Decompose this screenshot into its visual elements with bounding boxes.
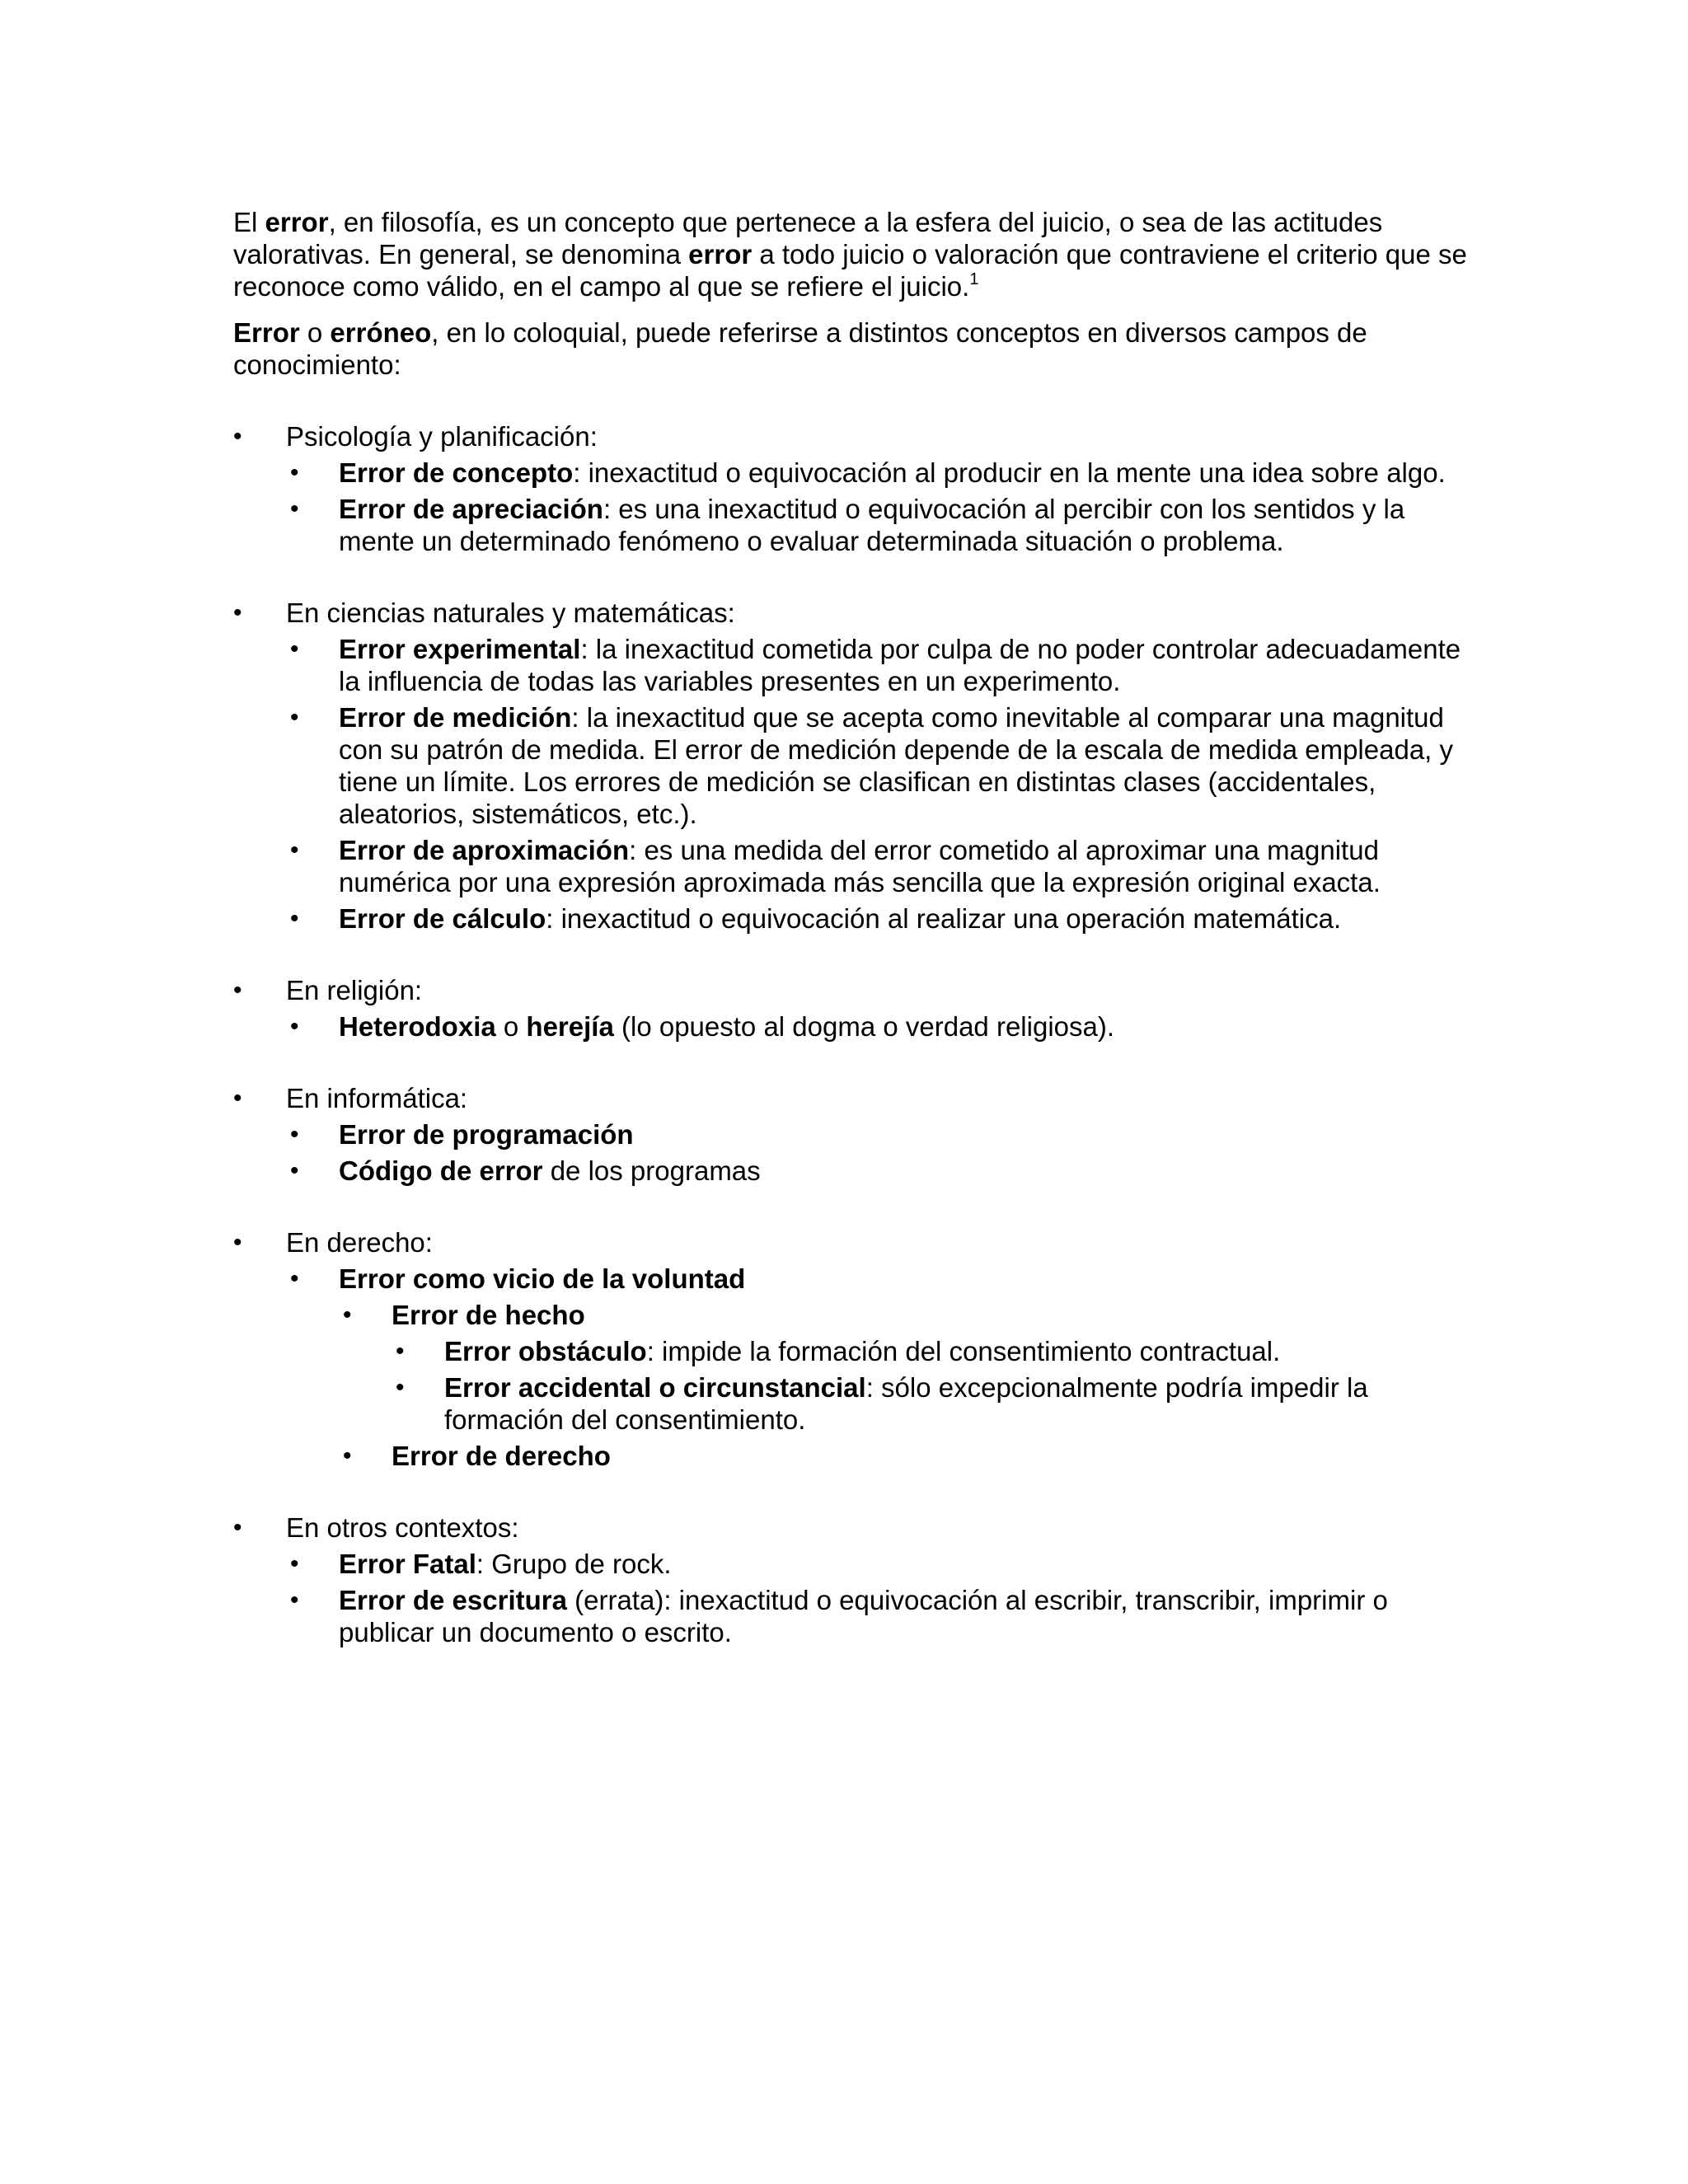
- bullet-icon: •: [290, 837, 299, 864]
- text-run: : es una inexactitud o equivocación al percibir con los sentidos y la mente un determinado fenómeno o evaluar determinada situación o problema.: [339, 494, 1405, 556]
- text-run: , en filosofía, es un concepto que pertenece a la esfera del juicio, o sea de las actitudes valorativas. En general, se denomina: [233, 207, 1383, 269]
- text-run: : impide la formación del consentimiento contractual.: [646, 1336, 1281, 1366]
- section-informatica: [233, 1082, 1470, 1187]
- item-text: [339, 1584, 1470, 1648]
- text-run: : Grupo de rock.: [476, 1549, 672, 1579]
- item-text: [444, 1335, 1470, 1367]
- bullet-icon: •: [290, 1265, 299, 1292]
- sub-sub-sub-list: [392, 1335, 1470, 1436]
- item-text: [339, 834, 1470, 898]
- document-body: [233, 206, 1470, 1648]
- bold-term: Error de programación: [339, 1119, 634, 1150]
- bullet-icon: •: [396, 1374, 405, 1401]
- bold-term: Error de cálculo: [339, 903, 546, 934]
- sub-list: [286, 1263, 1470, 1472]
- section-religion: [233, 974, 1470, 1043]
- list-item: [286, 1263, 1470, 1472]
- list-item: [286, 1548, 1470, 1580]
- list-item: [286, 1118, 1470, 1151]
- bold-term: Error Fatal: [339, 1549, 476, 1579]
- section-ciencias: [233, 597, 1470, 935]
- bold-term: error: [688, 239, 753, 269]
- item-text: [339, 633, 1470, 697]
- text-run: : inexactitud o equivocación al producir en la mente una idea sobre algo.: [573, 457, 1446, 488]
- text-run: o: [299, 317, 331, 348]
- bold-term: Error accidental o circunstancial: [444, 1372, 866, 1403]
- item-text: [339, 1263, 1470, 1295]
- text-run: (errata): inexactitud o equivocación al escribir, transcribir, imprimir o publicar un documento o escrito.: [339, 1585, 1388, 1647]
- text-run: : sólo excepcionalmente podría impedir la formación del consentimiento.: [444, 1372, 1368, 1435]
- list-item: [286, 701, 1470, 830]
- list-item: [286, 457, 1470, 489]
- text-run: : la inexactitud que se acepta como inevitable al comparar una magnitud con su patrón de medida. El error de medición depende de la escala de medida empleada, y tiene un límite. Los errores de medición se clasifican en distintas clases (accidentales, aleatorios, sistemáticos, etc.).: [339, 702, 1454, 829]
- bullet-icon: •: [290, 1586, 299, 1614]
- item-text: [339, 1010, 1470, 1043]
- item-text: [444, 1371, 1470, 1436]
- list-item: [286, 493, 1470, 557]
- bullet-icon: •: [233, 599, 242, 626]
- bold-term: error: [265, 207, 329, 237]
- section-otros: [233, 1511, 1470, 1648]
- section-title: Psicología y planificación:: [286, 421, 598, 452]
- bullet-icon: •: [233, 423, 242, 450]
- text-run: : es una medida del error cometido al aproximar una magnitud numérica por una expresión aproximada más sencilla que la expresión original exacta.: [339, 835, 1381, 898]
- sub-list: [286, 1548, 1470, 1648]
- item-text: [339, 457, 1470, 489]
- bullet-icon: •: [290, 635, 299, 663]
- item-text: [339, 1118, 1470, 1151]
- item-text: [339, 902, 1470, 935]
- section-title: En derecho:: [286, 1227, 433, 1258]
- item-text: [339, 1155, 1470, 1187]
- sub-list: [286, 457, 1470, 557]
- bullet-icon: •: [233, 1085, 242, 1112]
- sub-list: [286, 1118, 1470, 1187]
- intro-paragraph-1: [233, 206, 1470, 302]
- text-run: (lo opuesto al dogma o verdad religiosa).: [613, 1011, 1115, 1042]
- list-item: [392, 1371, 1470, 1436]
- bullet-icon: •: [233, 1514, 242, 1541]
- list-item: [286, 1155, 1470, 1187]
- list-item: [339, 1299, 1470, 1436]
- bullet-icon: •: [290, 1157, 299, 1184]
- list-item: [286, 902, 1470, 935]
- bold-term: erróneo: [330, 317, 432, 348]
- section-title: En informática:: [286, 1083, 468, 1113]
- bullet-icon: •: [290, 1121, 299, 1148]
- list-item: [286, 633, 1470, 697]
- text-run: : inexactitud o equivocación al realizar una operación matemática.: [546, 903, 1342, 934]
- item-text: [339, 701, 1470, 830]
- sub-sub-list: [339, 1299, 1470, 1472]
- sub-list: [286, 633, 1470, 935]
- bullet-icon: •: [233, 977, 242, 1004]
- bold-term: Heterodoxia: [339, 1011, 496, 1042]
- bullet-icon: •: [343, 1301, 352, 1329]
- bold-term: Error de aproximación: [339, 835, 630, 865]
- bullet-icon: •: [343, 1442, 352, 1469]
- bullet-icon: •: [233, 1229, 242, 1256]
- text-run: o: [495, 1011, 527, 1042]
- bold-term: Error como vicio de la voluntad: [339, 1263, 746, 1294]
- section-psicologia: [233, 420, 1470, 557]
- item-text: [339, 493, 1470, 557]
- text-run: de los programas: [542, 1155, 761, 1186]
- bold-term: Error obstáculo: [444, 1336, 647, 1366]
- section-title: En ciencias naturales y matemáticas:: [286, 598, 735, 628]
- bullet-icon: •: [290, 905, 299, 932]
- bold-term: Código de error: [339, 1155, 543, 1186]
- text-run: a todo juicio o valoración que contraviene el criterio que se reconoce como válido, en el campo al que se refiere el juicio.: [233, 239, 1467, 302]
- section-title: En otros contextos:: [286, 1512, 519, 1543]
- list-item: [339, 1440, 1470, 1472]
- bold-term: Error de hecho: [392, 1300, 585, 1330]
- item-text: [392, 1440, 1470, 1472]
- bullet-icon: •: [290, 459, 299, 486]
- list-item: [392, 1335, 1470, 1367]
- item-text: [339, 1548, 1470, 1580]
- bold-term: Error de escritura: [339, 1585, 567, 1615]
- bold-term: herejía: [526, 1011, 614, 1042]
- sub-list: [286, 1010, 1470, 1043]
- text-run: : la inexactitud cometida por culpa de no poder controlar adecuadamente la influencia de todas las variables presentes en un experimento.: [339, 634, 1461, 696]
- bullet-icon: •: [290, 1013, 299, 1040]
- section-derecho: [233, 1226, 1470, 1472]
- sections-list: [233, 420, 1470, 1648]
- bullet-icon: •: [290, 1550, 299, 1577]
- intro-paragraph-2: [233, 316, 1470, 381]
- bold-term: Error de medición: [339, 702, 572, 733]
- text-run: , en lo coloquial, puede referirse a distintos conceptos en diversos campos de conocimiento:: [233, 317, 1367, 380]
- bold-term: Error de apreciación: [339, 494, 603, 524]
- bold-term: Error: [233, 317, 300, 348]
- bullet-icon: •: [290, 704, 299, 731]
- list-item: [286, 1584, 1470, 1648]
- list-item: [286, 1010, 1470, 1043]
- section-title: En religión:: [286, 975, 423, 1005]
- bold-term: Error de derecho: [392, 1441, 611, 1471]
- item-text: [392, 1299, 1470, 1331]
- footnote-ref[interactable]: 1: [969, 270, 979, 288]
- bullet-icon: •: [396, 1338, 405, 1365]
- bold-term: Error de concepto: [339, 457, 574, 488]
- text-run: El: [233, 207, 265, 237]
- bullet-icon: •: [290, 495, 299, 523]
- list-item: [286, 834, 1470, 898]
- bold-term: Error experimental: [339, 634, 581, 664]
